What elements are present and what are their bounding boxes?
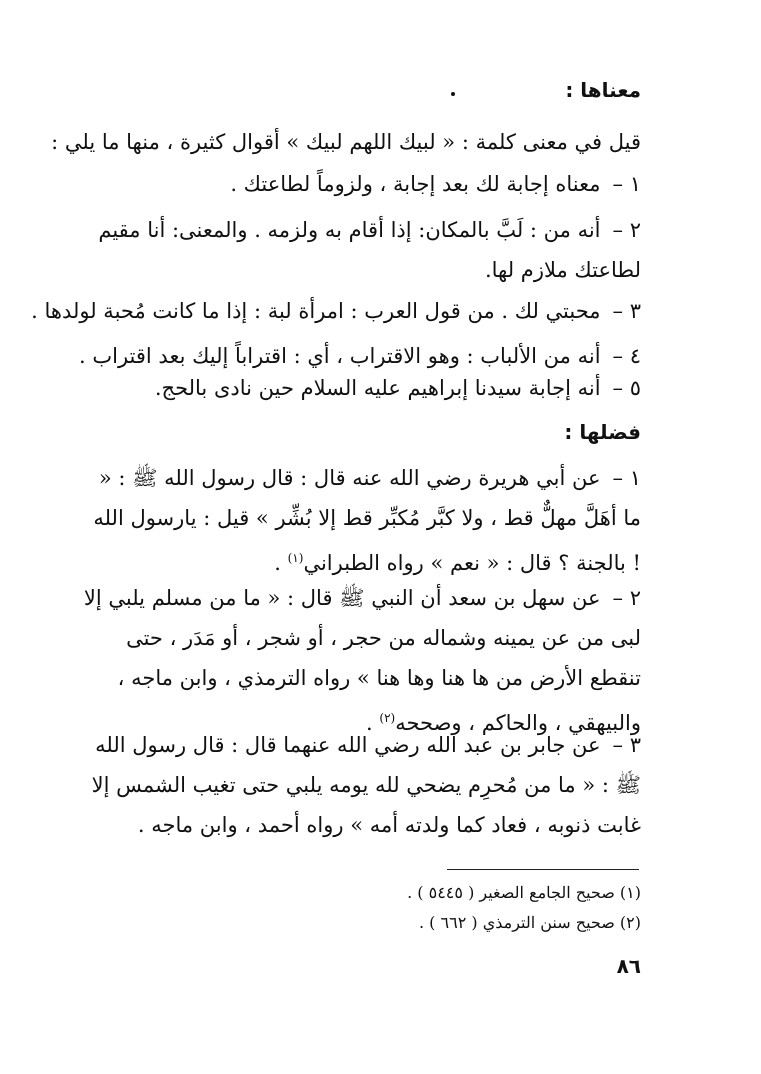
item-number: ١ – [612,466,641,490]
virtue-item-1 [81,458,641,583]
meaning-item-5 [81,374,641,402]
item-number: ٤ – [612,344,641,368]
meaning-item-2 [81,210,641,290]
item-tail: . [274,551,288,575]
item-text: أنه إجابة سيدنا إبراهيم عليه السلام حين نادى بالحج. [154,376,601,400]
meanings-heading: معناها : [565,78,641,102]
item-number: ٢ – [612,586,641,610]
page-number: ٨٦ [616,954,641,978]
footnote-divider [447,869,639,870]
item-number: ١ – [612,172,641,196]
item-tail: . [366,711,380,735]
footnote-1: (١) صحيح الجامع الصغير ( ٥٤٤٥ ) . [407,883,641,902]
item-text: عن جابر بن عبد الله رضي الله عنهما قال : قال رسول الله ﷺ : « ما من مُحرِم يضحي لله يومه يلبي حتى تغيب الشمس إلا غابت ذنوبه ، فعاد كما ولدته أمه » رواه أحمد ، وابن ماجه . [91,733,641,837]
meaning-item-4 [81,342,641,370]
item-number: ٣ – [612,733,641,757]
footnote-ref: (١) [287,551,304,565]
item-text: أنه من : لَبَّ بالمكان: إذا أقام به ولزمه . والمعنى: أنا مقيم لطاعتك ملازم لها. [98,218,641,282]
item-text: عن أبي هريرة رضي الله عنه قال : قال رسول الله ﷺ : « ما أهَلَّ مهلٌّ قط ، ولا كبَّر مُكبِّر قط إلا بُشِّر » قيل : يارسول الله ! بالجنة ؟ قال : « نعم » رواه الطبراني [93,466,641,575]
item-number: ٢ – [612,218,641,242]
virtue-item-2 [81,578,641,743]
virtue-item-3 [81,725,641,845]
item-number: ٣ – [612,299,641,323]
item-number: ٥ – [612,376,641,400]
footnote-ref: (٢) [379,711,396,725]
item-text: أنه من الألباب : وهو الاقتراب ، أي : اقتراباً إليك بعد اقتراب . [79,344,601,368]
meanings-intro: قيل في معنى كلمة : « لبيك اللهم لبيك » أقوال كثيرة ، منها ما يلي : [51,130,641,154]
item-text: محبتي لك . من قول العرب : امرأة لبة : إذا ما كانت مُحبة لولدها . [31,299,601,323]
meaning-item-1 [81,170,641,198]
stray-mark [451,92,455,96]
footnote-2: (٢) صحيح سنن الترمذي ( ٦٦٢ ) . [419,913,641,932]
item-text: معناه إجابة لك بعد إجابة ، ولزوماً لطاعتك . [230,172,601,196]
meaning-item-3 [31,297,641,325]
item-text: عن سهل بن سعد أن النبي ﷺ قال : « ما من مسلم يلبي إلا لبى من عن يمينه وشماله من حجر ، أو شجر ، أو مَدَر ، حتى تنقطع الأرض من ها هنا وها هنا » رواه الترمذي ، وابن ماجه ، والبيهقي ، والحاكم ، وصححه [83,586,641,735]
virtues-heading: فضلها : [564,420,641,444]
